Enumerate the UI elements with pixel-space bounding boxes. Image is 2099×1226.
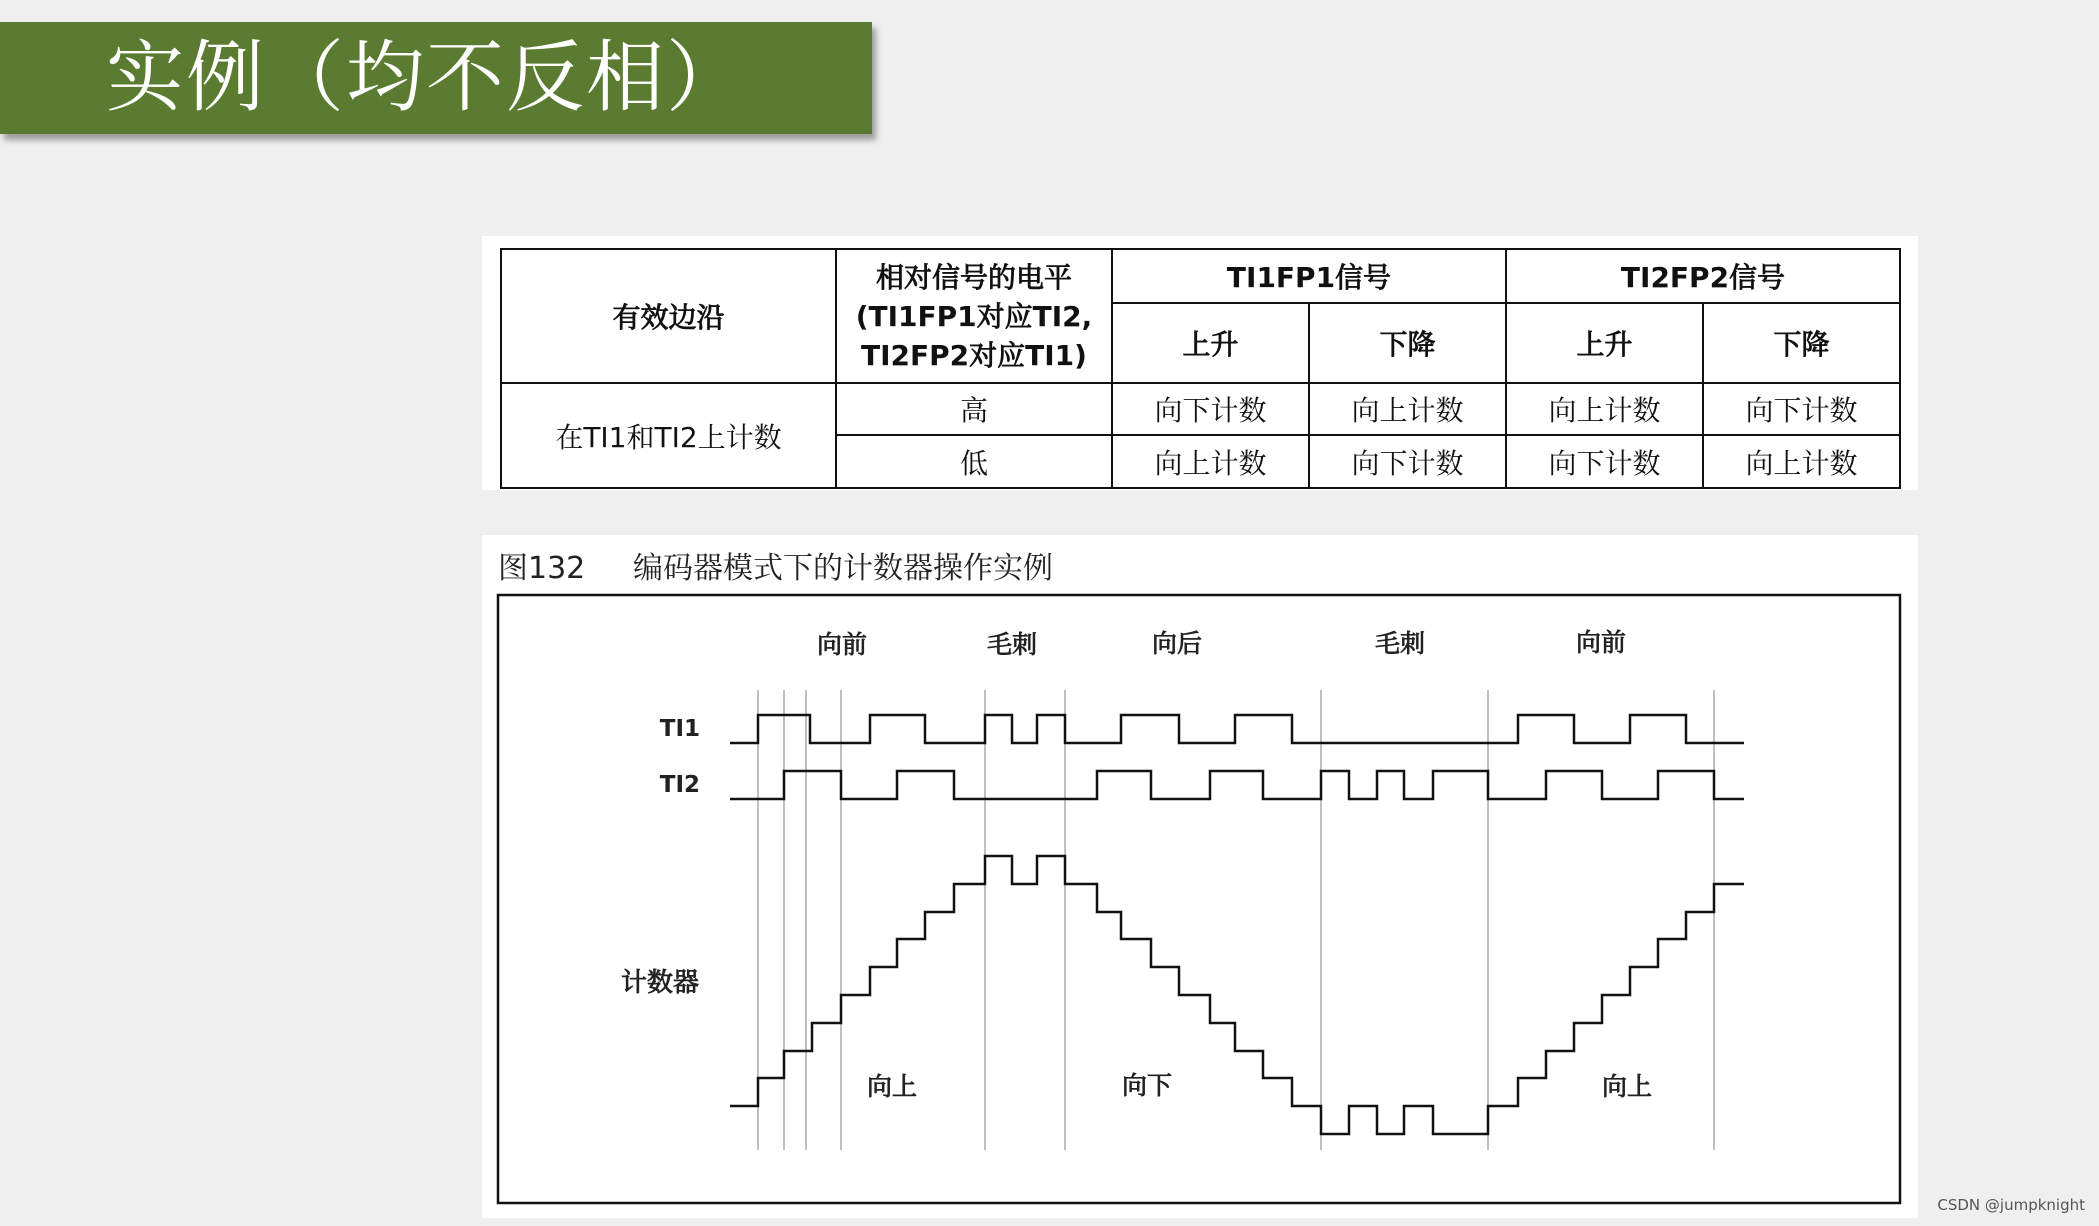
phase-label-forward: 向前 [1575,628,1627,657]
phase-label-glitch: 毛刺 [1374,629,1426,658]
title-banner [0,22,872,134]
table-cell: 向下计数 [1112,383,1309,435]
header-effective-edge: 有效边沿 [501,249,836,383]
direction-label-up: 向上 [866,1072,918,1101]
timing-diagram [482,535,1918,1218]
table-cell: 向上计数 [1506,383,1703,435]
phase-label-glitch: 毛刺 [986,630,1038,659]
table-panel [482,236,1918,490]
figure-panel [482,535,1918,1218]
level-cell-low: 低 [836,435,1112,488]
ti1-label: TI1 [659,716,700,742]
figure-frame [498,595,1900,1203]
slide-title: 实例（均不反相） [106,33,747,123]
table-cell: 向上计数 [1112,435,1309,488]
table-cell: 向上计数 [1309,383,1506,435]
header-ti1fp1-rise: 上升 [1112,303,1309,383]
watermark: CSDN @jumpknight [1937,1196,2085,1214]
encoder-mode-table [500,248,1901,489]
phase-label-forward: 向前 [816,630,868,659]
direction-label-down: 向下 [1121,1071,1173,1100]
direction-label-up: 向上 [1601,1072,1653,1101]
header-ti1fp1-signal: TI1FP1信号 [1112,249,1506,303]
figure-caption: 图132 编码器模式下的计数器操作实例 [498,551,1053,586]
header-ti2fp2-fall: 下降 [1703,303,1900,383]
phase-label-backward: 向后 [1151,629,1203,658]
level-cell-high: 高 [836,383,1112,435]
table-cell: 向下计数 [1309,435,1506,488]
ti2-label: TI2 [659,772,700,798]
table-cell: 向下计数 [1506,435,1703,488]
phase-labels [817,628,1626,659]
header-ti2fp2-signal: TI2FP2信号 [1506,249,1900,303]
header-ti2fp2-rise: 上升 [1506,303,1703,383]
signal-labels [621,716,700,998]
counter-label: 计数器 [620,968,699,998]
row-label-count-on-ti1-ti2: 在TI1和TI2上计数 [501,383,836,488]
header-ti1fp1-fall: 下降 [1309,303,1506,383]
ti1-waveform [730,715,1744,743]
table-cell: 向上计数 [1703,435,1900,488]
table-cell: 向下计数 [1703,383,1900,435]
header-relative-level: 相对信号的电平 (TI1FP1对应TI2, TI2FP2对应TI1) [836,249,1112,383]
ti2-waveform [730,771,1744,799]
